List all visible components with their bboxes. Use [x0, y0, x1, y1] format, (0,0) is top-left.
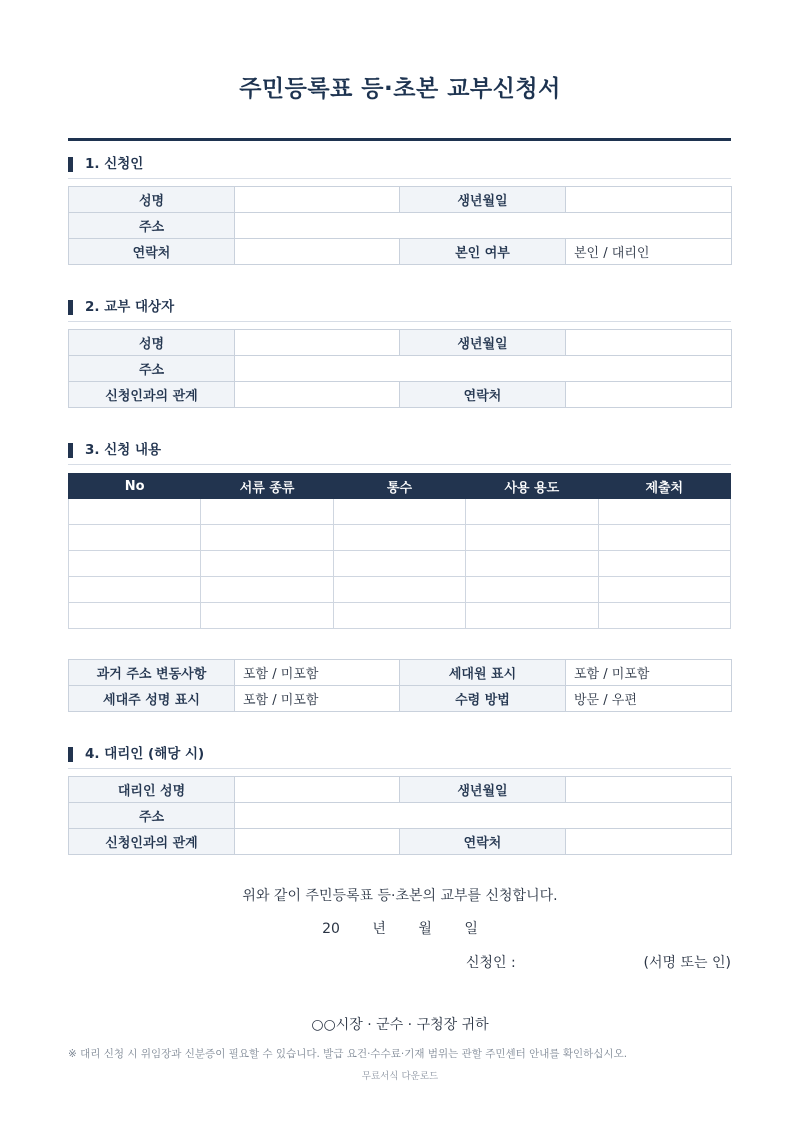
cell-purpose[interactable] — [466, 551, 598, 577]
section-applicant-title: 1. 신청인 — [85, 156, 144, 172]
proxy-relation-label: 신청인과의 관계 — [69, 829, 235, 855]
cell-purpose[interactable] — [466, 603, 598, 629]
cell-copies[interactable] — [333, 577, 465, 603]
cell-no[interactable] — [69, 577, 201, 603]
proxy-table — [68, 776, 732, 855]
applicant-contact-field[interactable] — [235, 239, 400, 265]
cell-purpose[interactable] — [466, 577, 598, 603]
target-address-field[interactable] — [235, 356, 732, 382]
request-options-table — [68, 659, 732, 712]
applicant-address-field[interactable] — [235, 213, 732, 239]
receive-method-field[interactable]: 방문 / 우편 — [566, 686, 732, 712]
target-birth-field[interactable] — [566, 330, 732, 356]
cell-purpose[interactable] — [466, 499, 598, 525]
proxy-relation-field[interactable] — [235, 829, 400, 855]
cell-destination[interactable] — [598, 603, 730, 629]
cell-copies[interactable] — [333, 603, 465, 629]
section-target-title: 2. 교부 대상자 — [85, 299, 175, 315]
applicant-name-field[interactable] — [235, 187, 400, 213]
cell-no[interactable] — [69, 525, 201, 551]
footnote: ※ 대리 신청 시 위임장과 신분증이 필요할 수 있습니다. 발급 요건·수수료·기재 범위는 관할 주민센터 안내를 확인하십시오. — [68, 1048, 628, 1060]
column-header-purpose: 사용 용도 — [466, 474, 598, 499]
household-field[interactable]: 포함 / 미포함 — [566, 660, 732, 686]
head-name-field[interactable]: 포함 / 미포함 — [235, 686, 400, 712]
target-relation-label: 신청인과의 관계 — [69, 382, 235, 408]
target-name-label: 성명 — [69, 330, 235, 356]
proxy-contact-label: 연락처 — [400, 829, 566, 855]
applicant-signature-label: 신청인 : — [466, 955, 516, 971]
signature-hint[interactable]: (서명 또는 인) — [643, 955, 731, 971]
date-month-unit: 월 — [418, 921, 432, 937]
section-request-header — [68, 441, 731, 465]
column-header-doc-type: 서류 종류 — [201, 474, 333, 499]
request-items-table — [68, 473, 731, 629]
target-address-label: 주소 — [69, 356, 235, 382]
cell-copies[interactable] — [333, 551, 465, 577]
cell-doc-type[interactable] — [201, 551, 333, 577]
column-header-destination: 제출처 — [598, 474, 730, 499]
applicant-birth-label: 생년월일 — [400, 187, 566, 213]
proxy-name-field[interactable] — [235, 777, 400, 803]
applicant-self-field[interactable]: 본인 / 대리인 — [566, 239, 732, 265]
footer-credit: 무료서식 다운로드 — [361, 1071, 439, 1082]
section-marker — [68, 300, 73, 315]
cell-purpose[interactable] — [466, 525, 598, 551]
cell-no[interactable] — [69, 499, 201, 525]
household-label: 세대원 표시 — [400, 660, 566, 686]
proxy-birth-field[interactable] — [566, 777, 732, 803]
section-target-header — [68, 298, 731, 322]
applicant-contact-label: 연락처 — [69, 239, 235, 265]
cell-destination[interactable] — [598, 525, 730, 551]
target-birth-label: 생년월일 — [400, 330, 566, 356]
table-row — [69, 499, 731, 525]
head-name-label: 세대주 성명 표시 — [69, 686, 235, 712]
receive-method-label: 수령 방법 — [400, 686, 566, 712]
target-contact-field[interactable] — [566, 382, 732, 408]
cell-destination[interactable] — [598, 499, 730, 525]
section-marker — [68, 443, 73, 458]
form-title: 주민등록표 등·초본 교부신청서 — [239, 76, 561, 102]
cell-no[interactable] — [69, 551, 201, 577]
section-applicant-header — [68, 155, 731, 179]
cell-doc-type[interactable] — [201, 577, 333, 603]
proxy-name-label: 대리인 성명 — [69, 777, 235, 803]
section-request-title: 3. 신청 내용 — [85, 442, 162, 458]
table-row — [69, 603, 731, 629]
proxy-contact-field[interactable] — [566, 829, 732, 855]
applicant-birth-field[interactable] — [566, 187, 732, 213]
applicant-self-label: 본인 여부 — [400, 239, 566, 265]
proxy-address-label: 주소 — [69, 803, 235, 829]
cell-doc-type[interactable] — [201, 499, 333, 525]
section-proxy-title: 4. 대리인 (해당 시) — [85, 746, 205, 762]
applicant-name-label: 성명 — [69, 187, 235, 213]
column-header-no: No — [69, 474, 201, 499]
section-marker — [68, 747, 73, 762]
target-contact-label: 연락처 — [400, 382, 566, 408]
cell-doc-type[interactable] — [201, 525, 333, 551]
date-year-unit: 년 — [372, 921, 386, 937]
cell-destination[interactable] — [598, 551, 730, 577]
cell-destination[interactable] — [598, 577, 730, 603]
column-header-copies: 통수 — [333, 474, 465, 499]
cell-no[interactable] — [69, 603, 201, 629]
table-row — [69, 551, 731, 577]
proxy-birth-label: 생년월일 — [400, 777, 566, 803]
past-address-label: 과거 주소 변동사항 — [69, 660, 235, 686]
target-relation-field[interactable] — [235, 382, 400, 408]
target-name-field[interactable] — [235, 330, 400, 356]
applicant-address-label: 주소 — [69, 213, 235, 239]
past-address-field[interactable]: 포함 / 미포함 — [235, 660, 400, 686]
cell-copies[interactable] — [333, 525, 465, 551]
date-year-prefix[interactable]: 20 — [322, 921, 340, 937]
proxy-address-field[interactable] — [235, 803, 732, 829]
table-row — [69, 577, 731, 603]
cell-doc-type[interactable] — [201, 603, 333, 629]
section-proxy-header — [68, 745, 731, 769]
applicant-table — [68, 186, 732, 265]
addressee: ○○시장 · 군수 · 구청장 귀하 — [311, 1017, 489, 1033]
target-table — [68, 329, 732, 408]
section-marker — [68, 157, 73, 172]
date-day-unit: 일 — [464, 921, 478, 937]
cell-copies[interactable] — [333, 499, 465, 525]
title-divider — [68, 138, 731, 141]
declaration-statement: 위와 같이 주민등록표 등·초본의 교부를 신청합니다. — [242, 888, 558, 904]
table-row — [69, 525, 731, 551]
date-line — [0, 918, 800, 938]
